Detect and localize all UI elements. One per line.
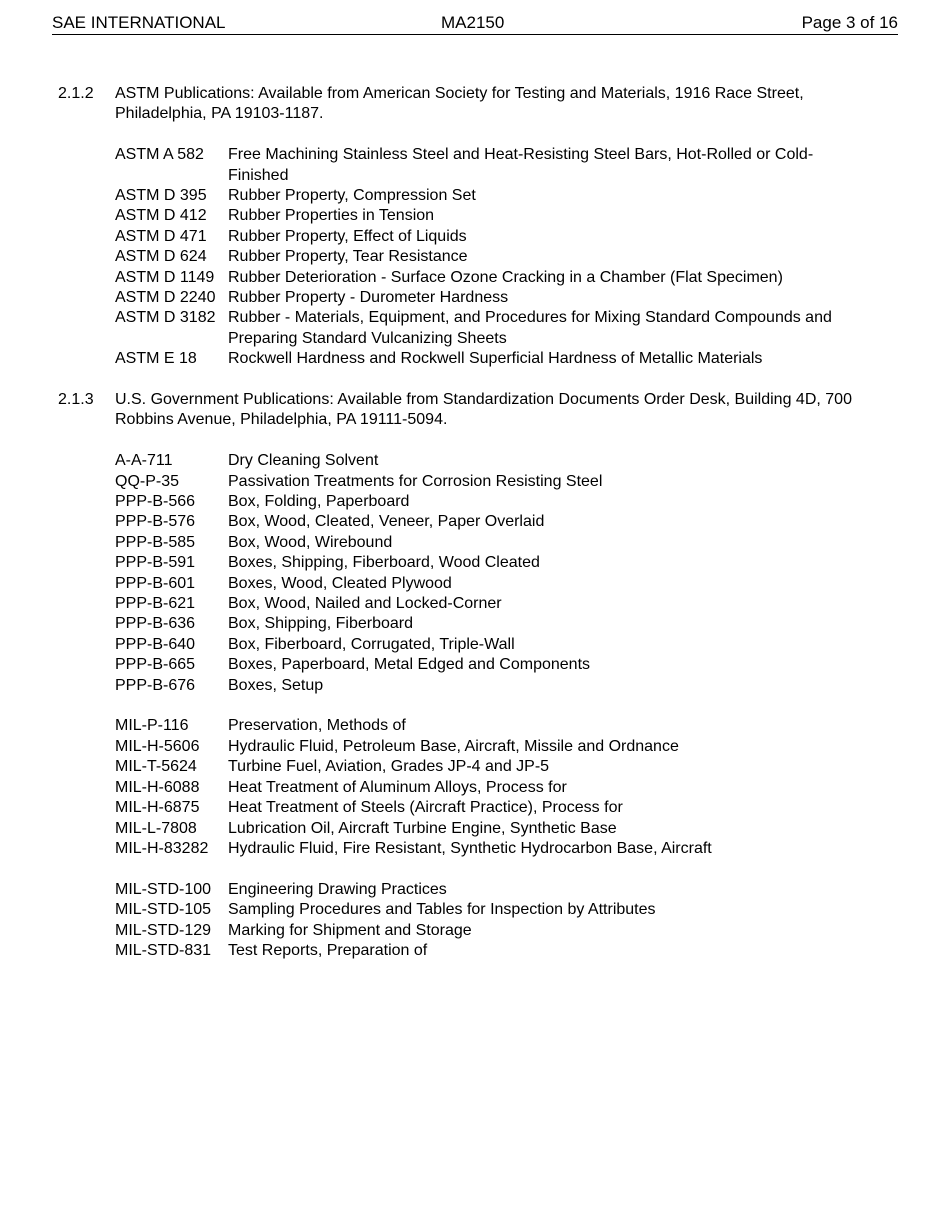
reference-title: Box, Wood, Wirebound	[228, 533, 393, 551]
reference-code: PPP-B-665	[115, 656, 196, 674]
reference-code: ASTM D 624	[115, 248, 207, 266]
reference-title: Hydraulic Fluid, Fire Resistant, Synthetic Hydrocarbon Base, Aircraft	[228, 839, 712, 857]
reference-item	[115, 778, 868, 798]
reference-title: Test Reports, Preparation of	[228, 941, 428, 959]
reference-code: PPP-B-636	[115, 615, 196, 633]
reference-item	[115, 533, 868, 553]
reference-item	[115, 798, 868, 818]
reference-title: Rubber Properties in Tension	[228, 207, 435, 225]
reference-code: PPP-B-566	[115, 493, 196, 511]
reference-group	[115, 880, 868, 962]
reference-code: ASTM D 471	[115, 227, 207, 245]
reference-group	[115, 451, 868, 696]
reference-code: ASTM D 2240	[115, 289, 216, 307]
reference-code: ASTM D 1149	[115, 268, 215, 286]
reference-item	[115, 880, 868, 900]
reference-item	[115, 716, 868, 736]
section-intro: ASTM Publications: Available from American Society for Testing and Materials, 1916 Race Street, Philadelphia, PA 19103-1187.	[115, 85, 804, 123]
reference-title: Box, Shipping, Fiberboard	[228, 615, 413, 633]
reference-title: Rubber Property - Durometer Hardness	[228, 289, 509, 307]
reference-code: MIL-H-6875	[115, 799, 200, 817]
reference-title: Rubber Property, Effect of Liquids	[228, 227, 467, 245]
reference-title: Hydraulic Fluid, Petroleum Base, Aircraft, Missile and Ordnance	[228, 737, 679, 755]
reference-code: MIL-STD-129	[115, 921, 212, 939]
reference-title: Rubber - Materials, Equipment, and Procedures for Mixing Standard Compounds and Preparing Standard Vulcanizing Sheets	[228, 309, 832, 347]
section-astm-publications	[58, 84, 868, 370]
reference-code: PPP-B-601	[115, 574, 196, 592]
document-number: MA2150	[441, 13, 505, 32]
reference-list	[115, 451, 868, 961]
section-intro: U.S. Government Publications: Available from Standardization Documents Order Desk, Building 4D, 700 Robbins Avenue, Philadelphia, PA 19111-5094.	[115, 391, 852, 429]
reference-title: Sampling Procedures and Tables for Inspection by Attributes	[228, 901, 656, 919]
reference-title: Free Machining Stainless Steel and Heat-Resisting Steel Bars, Hot-Rolled or Cold-Finished	[228, 146, 814, 184]
section-number: 2.1.3	[58, 391, 94, 408]
reference-title: Marking for Shipment and Storage	[228, 921, 472, 939]
reference-item	[115, 227, 868, 247]
reference-title: Lubrication Oil, Aircraft Turbine Engine, Synthetic Base	[228, 819, 617, 837]
reference-code: MIL-STD-105	[115, 901, 212, 919]
reference-item	[115, 145, 868, 186]
reference-code: PPP-B-640	[115, 635, 196, 653]
reference-title: Boxes, Setup	[228, 676, 324, 694]
reference-code: MIL-STD-100	[115, 880, 212, 898]
section-number: 2.1.2	[58, 85, 94, 102]
reference-group	[115, 145, 868, 369]
reference-code: ASTM D 395	[115, 187, 207, 205]
reference-item	[115, 206, 868, 226]
reference-code: MIL-H-6088	[115, 778, 200, 796]
reference-code: MIL-H-5606	[115, 737, 200, 755]
reference-item	[115, 941, 868, 961]
reference-item	[115, 247, 868, 267]
reference-code: PPP-B-576	[115, 513, 196, 531]
reference-item	[115, 268, 868, 288]
reference-list	[115, 145, 868, 369]
reference-item	[115, 186, 868, 206]
reference-title: Dry Cleaning Solvent	[228, 452, 379, 470]
reference-code: MIL-H-83282	[115, 839, 209, 857]
organization-name: SAE INTERNATIONAL	[52, 13, 226, 32]
reference-item	[115, 655, 868, 675]
reference-title: Box, Folding, Paperboard	[228, 493, 410, 511]
reference-item	[115, 512, 868, 532]
reference-code: PPP-B-621	[115, 595, 196, 613]
reference-code: ASTM D 3182	[115, 309, 216, 327]
reference-code: ASTM E 18	[115, 350, 197, 368]
reference-code: MIL-STD-831	[115, 941, 212, 959]
reference-title: Turbine Fuel, Aviation, Grades JP-4 and JP-5	[228, 758, 550, 776]
reference-item	[115, 900, 868, 920]
reference-title: Engineering Drawing Practices	[228, 880, 447, 898]
reference-title: Rubber Property, Compression Set	[228, 187, 476, 205]
reference-title: Box, Wood, Nailed and Locked-Corner	[228, 595, 502, 613]
reference-item	[115, 921, 868, 941]
reference-item	[115, 492, 868, 512]
reference-code: PPP-B-585	[115, 533, 196, 551]
reference-code: MIL-L-7808	[115, 819, 197, 837]
reference-code: ASTM A 582	[115, 146, 204, 164]
reference-title: Rubber Deterioration - Surface Ozone Cracking in a Chamber (Flat Specimen)	[228, 268, 783, 286]
reference-item	[115, 737, 868, 757]
reference-item	[115, 594, 868, 614]
reference-item	[115, 614, 868, 634]
page-header	[52, 12, 898, 35]
reference-title: Box, Wood, Cleated, Veneer, Paper Overlaid	[228, 513, 545, 531]
page-number: Page 3 of 16	[801, 13, 898, 32]
reference-title: Rockwell Hardness and Rockwell Superficial Hardness of Metallic Materials	[228, 350, 763, 368]
reference-title: Heat Treatment of Aluminum Alloys, Process for	[228, 778, 567, 796]
reference-title: Boxes, Paperboard, Metal Edged and Components	[228, 656, 591, 674]
reference-group	[115, 716, 868, 859]
reference-title: Preservation, Methods of	[228, 717, 406, 735]
reference-title: Boxes, Wood, Cleated Plywood	[228, 574, 452, 592]
reference-item	[115, 308, 868, 349]
reference-title: Passivation Treatments for Corrosion Resisting Steel	[228, 472, 603, 490]
reference-item	[115, 757, 868, 777]
reference-title: Box, Fiberboard, Corrugated, Triple-Wall	[228, 635, 515, 653]
reference-item	[115, 839, 868, 859]
reference-code: QQ-P-35	[115, 472, 180, 490]
reference-item	[115, 349, 868, 369]
reference-item	[115, 635, 868, 655]
reference-code: MIL-T-5624	[115, 758, 197, 776]
reference-code: PPP-B-591	[115, 554, 196, 572]
reference-item	[115, 553, 868, 573]
reference-code: MIL-P-116	[115, 717, 189, 735]
reference-title: Heat Treatment of Steels (Aircraft Practice), Process for	[228, 799, 623, 817]
reference-item	[115, 288, 868, 308]
reference-item	[115, 472, 868, 492]
reference-item	[115, 451, 868, 471]
reference-title: Rubber Property, Tear Resistance	[228, 248, 468, 266]
reference-code: ASTM D 412	[115, 207, 207, 225]
section-us-government-publications	[58, 390, 868, 961]
reference-code: PPP-B-676	[115, 676, 196, 694]
reference-item	[115, 574, 868, 594]
reference-item	[115, 676, 868, 696]
reference-title: Boxes, Shipping, Fiberboard, Wood Cleated	[228, 554, 540, 572]
reference-code: A-A-711	[115, 452, 173, 470]
reference-item	[115, 819, 868, 839]
